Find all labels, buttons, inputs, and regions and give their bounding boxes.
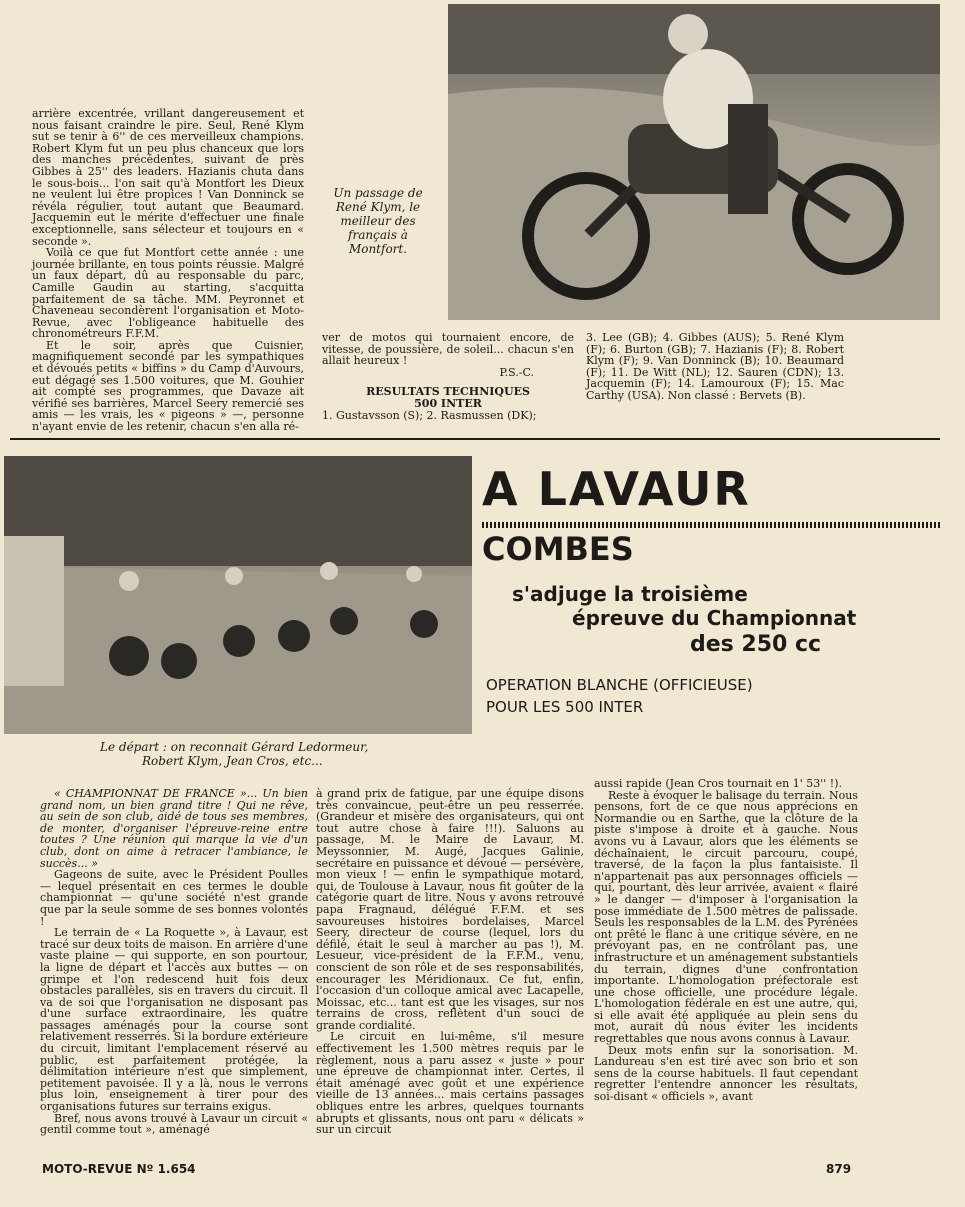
paragraph: à grand prix de fatigue, par une équipe disons très convaincue, peut-être un peu resserrée. (Grandeur et misère des organisateurs, qui ont tout autre chose à faire !!!). Saluons au passage, M. le Maire de Lavaur, M. Meyssonnier, M. Augé, Jacques Galinie, secrétaire en puissance et dévoué — persévère, mon vieux ! — enfin le sympathique motard, qui, de Toulouse à Lavaur, nous fit goûter de la catégorie quart de litre. Nous y avons retrouvé papa Fragnaud, délégué F.F.M. et ses savoureuses histoires bordelaises, Marcel Seery, directeur de course (lequel, lors du défilé, était le seul à marcher au pas !), M. Lesueur, vice-président de la F.F.M., venu, conscient de son rôle et de ses responsabilités, encourager les Méridionaux. Ce fut, enfin, l'occasion d'un colloque amical avec Lacapelle, Moissac, etc... tant est que les visages, sur nos terrains de cross, reflètent d'un souci de grande cordialité. <box>316 787 584 1032</box>
start-line-photo <box>4 456 472 734</box>
results-title: RESULTATS TECHNIQUES <box>366 385 530 399</box>
photo-caption-line-1: Le départ : on reconnait Gérard Ledormeur, <box>100 740 369 754</box>
paragraph: Voilà ce que fut Montfort cette année : une journée brillante, en tous points réussie. Malgré un faux départ, dû au responsable du parc, Camille Gaudin au starting, s'acquitta parfaitement de sa tâche. MM. Peyronnet et Chaveneau secondèrent l'organisation et Moto-Revue, avec l'obligeance habituelle des chronométreurs F.F.M. <box>32 246 304 341</box>
results-subtitle: 500 INTER <box>414 396 482 410</box>
headline-line-3: des 250 cc <box>690 632 822 657</box>
paragraph: Le circuit en lui-même, s'il mesure effectivement les 1.500 mètres requis par le règlement, nous a paru assez « juste » pour une épreuve de championnat inter. Certes, il était aménagé avec goût et une expérience vieille de 13 années... mais certains passages obliques entre les arbres, quelques tournants abrupts et glissants, nous ont paru « délicats » sur un circuit <box>316 1030 584 1137</box>
paragraph: ver de motos qui tournaient encore, de vitesse, de poussière, de soleil... chacun s'en allait heureux ! <box>322 331 574 368</box>
paragraph: « CHAMPIONNAT DE FRANCE »... Un bien grand nom, un bien grand titre ! Qui ne rêve, au sein de son club, aidé de tous ses membres, de monter, d'organiser l'épreuve-reine entre toutes ? Une réunion qui marque la vie d'un club, dont on aime à retracer l'ambiance, le succès... » <box>40 787 308 870</box>
top-article-column-1 <box>32 108 304 433</box>
top-article-column-3 <box>586 332 844 402</box>
top-article-column-2 <box>322 332 574 421</box>
article-column-3 <box>594 778 858 1103</box>
rider-illustration <box>448 4 940 320</box>
results-list: 1. Gustavsson (S); 2. Rasmussen (DK); <box>322 408 537 422</box>
article-column-1 <box>40 788 308 1136</box>
paragraph: Bref, nous avons trouvé à Lavaur un circuit « gentil comme tout », aménagé <box>40 1111 308 1137</box>
signature: P.S.-C. <box>499 365 534 379</box>
photo-caption: Un passage de René Klym, le meilleur des français à Montfort. <box>333 186 423 256</box>
headline-line-2: épreuve du Championnat <box>572 606 857 630</box>
paragraph: Gageons de suite, avec le Président Poulles — lequel présentait en ces termes le double championnat — qu'une société n'est grande que par la seule somme de ses bonnes volontés ! <box>40 868 308 928</box>
motorcycle-photo <box>448 4 940 320</box>
riders-illustration <box>4 456 472 734</box>
paragraph: arrière excentrée, vrillant dangereusement et nous faisant craindre le pire. Seul, René Klym sut se tenir à 6'' de ces merveilleux champions. Robert Klym fut un peu plus chanceux que lors des manches précédentes, suivant de près Gibbes à 25'' des leaders. Hazianis chuta dans le sous-bois... l'on sait qu'à Montfort les Dieux ne veulent lui être propices ! Van Donninck se révéla régulier, tout autant que Beaumard. Jacquemin eut le mérite d'effectuer une finale exceptionnelle, sans sélecteur et toujours en « seconde ». <box>32 107 304 248</box>
photo-caption-line-2: Robert Klym, Jean Cros, etc... <box>142 754 323 768</box>
dotted-rule <box>482 522 942 528</box>
page-number: 879 <box>826 1162 852 1176</box>
headline-line-1: s'adjuge la troisième <box>512 582 748 606</box>
headline-winner: COMBES <box>482 530 634 568</box>
paragraph: aussi rapide (Jean Cros tournait en 1' 53'' !). <box>594 777 842 790</box>
subheadline-2: POUR LES 500 INTER <box>486 698 644 716</box>
paragraph: Et le soir, après que Cuisnier, magnifiquement secondé par les sympathiques et dévoués petits « biffins » du Camp d'Auvours, eut dégagé ses 1.500 voitures, que M. Gouhier ait compté ses programmes, que Davaze ait vérifié ses barrières, Marcel Seery remercié ses amis — les vrais, les « pigeons » —, personne n'ayant envie de les retenir, chacun s'en alla ré- <box>32 338 304 434</box>
paragraph: Reste à évoquer le balisage du terrain. Nous pensons, fort de ce que nous apprécions en Normandie ou en Sarthe, que la clôture de la piste s'impose à droite et à gauche. Nous avons vu à Lavaur, alors que les éléments se déchaînaient, le circuit parcouru, coupé, traversé, de la façon la plus fantaisiste. Il n'appartenait pas aux personnages officiels — qui, pourtant, dès leur arrivée, avaient « flairé » le danger — d'imposer à l'organisation la pose immédiate de 1.500 mètres de palissade. Seuls les responsables de la L.M. des Pyrénées ont prêté le flanc à une critique sévère, en ne prévoyant pas, en ne contrôlant pas, une infrastructure et un aménagement substantiels du terrain, dignes d'une confrontation importante. L'homologation préfectorale est une chose officielle, une procédure légale. L'homologation fédérale en est une autre, qui, si elle avait été appliquée au plein sens du mot, aurait dû nous éviter les incidents regrettables que nous avons connus à Lavaur. <box>594 788 858 1046</box>
paragraph: Deux mots enfin sur la sonorisation. M. Landureau s'en est tiré avec son brio et son sens de la course habituels. Il faut cependant regretter l'entendre annoncer les résultats, soi-disant « officiels », avant <box>594 1043 858 1104</box>
headline-title: A LAVAUR <box>482 462 751 516</box>
subheadline-1: OPERATION BLANCHE (OFFICIEUSE) <box>486 676 753 694</box>
article-column-2 <box>316 788 584 1136</box>
paragraph: Le terrain de « La Roquette », à Lavaur, est tracé sur deux toits de maison. En arrière d'une vaste plaine — qui supporte, en son pourtour, la ligne de départ et l'accès aux buttes — on grimpe et l'on redescend huit fois deux obstacles parallèles, sis en travers du circuit. Il va de soi que l'organisation ne disposant pas d'une surface extraordinaire, les quatre passages aménagés pour la course sont relativement resserrés. Si la bordure extérieure du circuit, limitant l'emplacement réservé au public, est parfaitement protégée, la délimitation intérieure n'est que simplement, petitement pavoisée. Il y a là, nous le verrons plus loin, enseignement à tirer pour des organisations futures sur terrains exigus. <box>40 926 308 1114</box>
magazine-issue: MOTO-REVUE Nº 1.654 <box>42 1162 196 1176</box>
results-list: 3. Lee (GB); 4. Gibbes (AUS); 5. René Klym (F); 6. Burton (GB); 7. Hazianis (F); 8. Robert Klym (F); 9. Van Donninck (B); 10. Beaumard (F); 11. De Witt (NL); 12. Sauren (CDN); 13. Jacquemin (F); 14. Lamouroux (F); 15. Mac Carthy (USA). Non classé : Bervets (B). <box>586 331 844 402</box>
section-divider <box>10 438 940 440</box>
